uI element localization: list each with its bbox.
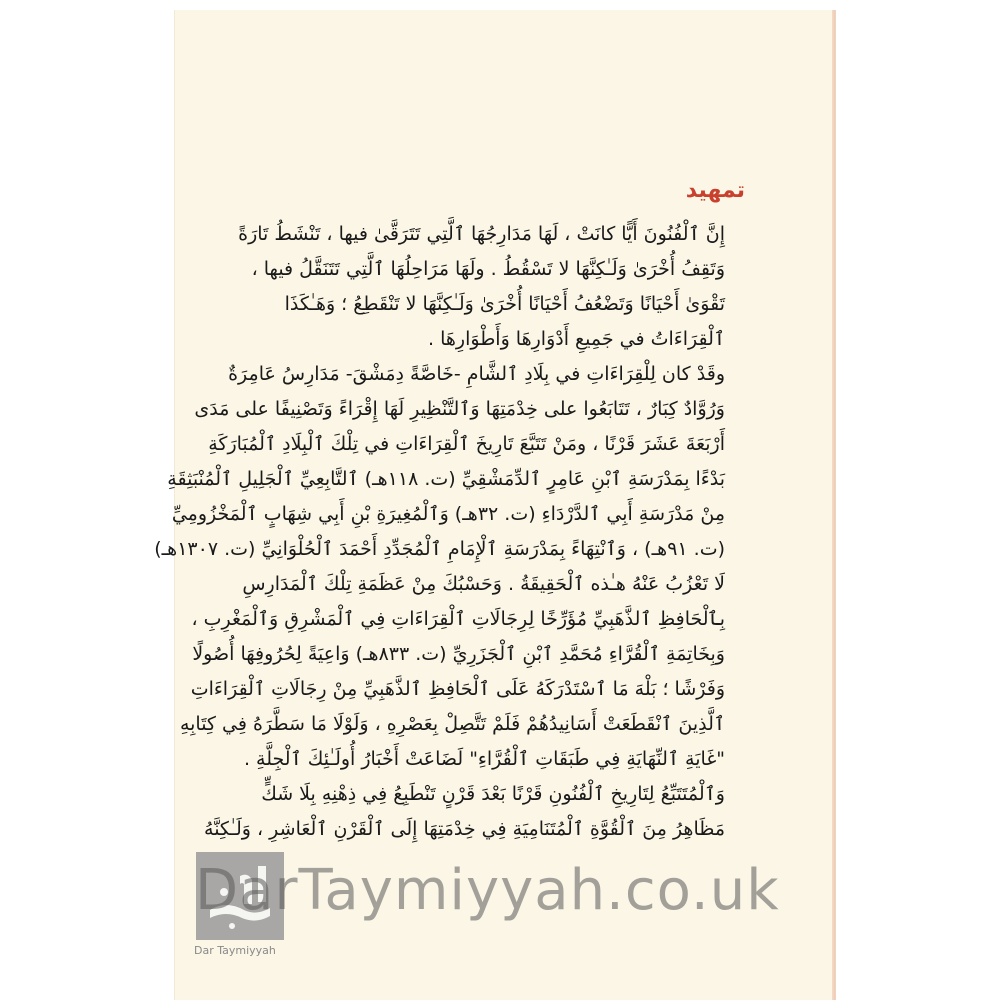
text-line: وَرُوَّادٌ كِبَارٌ ، تَتَابَعُوا على خِدْمَتِهَا وَٱلتَّنْظِيرِ لَهَا إِقْرَاءً وَتَصْنِيفًا على مَدَى	[194, 398, 725, 420]
paragraph-1	[225, 217, 745, 357]
text-line: وقَدْ كان لِلْقِرَاءَاتِ في بِلَادِ ٱلشَّامِ -خَاصَّةً دِمَشْقَ- مَدَارِسُ عَامِرَةٌ	[228, 363, 725, 385]
section-heading: تمهيد	[685, 178, 745, 203]
text-line: وَفَرْشًا ؛ بَلْهَ مَا ٱسْتَدْرَكَهُ عَلَى ٱلْحَافِظِ ٱلذَّهَبِيِّ مِنْ رِجَالَاتِ ٱلْقِرَاءَاتِ	[190, 678, 725, 700]
text-line: "غَايَةِ ٱلنِّهَايَةِ فِي طَبَقَاتِ ٱلْقُرَّاءِ" لَضَاعَتْ أَخْبَارُ أُولَـٰئِكَ ٱلْجِلَّةِ .	[243, 748, 725, 770]
text-line: مَظَاهِرُ مِنَ ٱلْقُوَّةِ ٱلْمُتَنَامِيَةِ فِي خِدْمَتِهَا إِلَى ٱلْقَرْنِ ٱلْعَاشِرِ ، وَلَـٰكِنَّهُ	[204, 818, 725, 840]
text-line: ٱلْقِرَاءَاتُ في جَمِيعِ أَدْوَارِهَا وَأَطْوَارِهَا .	[428, 328, 725, 350]
body-text	[154, 217, 745, 847]
dar-taymiyyah-logo-icon	[196, 852, 284, 940]
text-line: مِنْ مَدْرَسَةِ أَبِي ٱلدَّرْدَاءِ (ت. ٣٢هـ) وَٱلْمُغِيرَةِ بْنِ أَبِي شِهَابٍ ٱلْمَخْزُومِيِّ	[171, 503, 725, 525]
text-line: لَا تَعْزُبُ عَنْهُ هـٰذه ٱلْحَقِيقَةُ . وَحَسْبُكَ مِنْ عَظَمَةِ تِلْكَ ٱلْمَدَارِسِ	[242, 573, 725, 595]
watermark-url: DarTaymiyyah.co.uk	[195, 858, 780, 923]
text-line: أَرْبَعَةَ عَشَرَ قَرْنًا ، ومَنْ تَتَبَّعَ تَارِيخَ ٱلْقِرَاءَاتِ في تِلْكَ ٱلْبِلَادِ ٱلْمُبَارَكَةِ	[208, 433, 725, 455]
paragraph-3	[204, 777, 745, 847]
text-line: إِنَّ ٱلْفُنُونَ أَيًّا كانَتْ ، لَهَا مَدَارِجُهَا ٱلَّتِي تَتَرَقَّىٰ فيها ، تَنْشَطُ تَارَةً	[238, 223, 725, 245]
text-line: وَتَقِفُ أُخْرَىٰ وَلَـٰكِنَّهَا لا تَسْقُطُ . ولَهَا مَرَاحِلُهَا ٱلَّتِي تَتَنَقَّلُ فيها ،	[251, 258, 725, 280]
text-line: تَقْوَىٰ أَحْيَانًا وَتَضْعُفُ أَحْيَانًا أُخْرَىٰ وَلَـٰكِنَّهَا لا تَنْقَطِعُ ؛ وَهَـٰكَذَا	[284, 293, 725, 315]
text-line: بَدْءًا بِمَدْرَسَةِ ٱبْنِ عَامِرٍ ٱلدِّمَشْقِيِّ (ت. ١١٨هـ) ٱلتَّابِعِيِّ ٱلْجَلِيلِ ٱلْمُنْبَثِقَةِ	[167, 468, 725, 490]
logo-caption: Dar Taymiyyah	[194, 944, 276, 957]
text-line: وَبِخَاتِمَةِ ٱلْقُرَّاءِ مُحَمَّدِ ٱبْنِ ٱلْجَزَرِيِّ (ت. ٨٣٣هـ) وَاعِيَةً لِحُرُوفِهَا أُصُولًا	[192, 643, 725, 665]
text-line: (ت. ٩١هـ) ، وَٱنْتِهَاءً بِمَدْرَسَةِ ٱلْإِمَامِ ٱلْمُجَدِّدِ أَحْمَدَ ٱلْحُلْوَانِيِّ (ت. ١٣٠٧هـ)	[154, 538, 725, 560]
text-line: بِٱلْحَافِظِ ٱلذَّهَبِيِّ مُؤَرِّخًا لِرِجَالَاتِ ٱلْقِرَاءَاتِ فِي ٱلْمَشْرِقِ وَٱلْمَغْرِبِ ،	[191, 608, 725, 630]
paragraph-2	[154, 357, 745, 777]
logo-mark	[196, 852, 284, 940]
text-line: وَٱلْمُتَتَبِّعُ لِتَارِيخِ ٱلْفُنُونِ قَرْنًا بَعْدَ قَرْنٍ تَنْطَبِعُ فِي ذِهْنِهِ بِلَا شَكٍّ	[261, 783, 725, 805]
text-line: ٱلَّذِينَ ٱنْقَطَعَتْ أَسَانِيدُهُمْ فَلَمْ تَتَّصِلْ بِعَصْرِهِ ، وَلَوْلَا مَا سَطَّرَهُ فِي كِتَابِهِ	[179, 713, 725, 735]
page-edge	[832, 10, 835, 1000]
